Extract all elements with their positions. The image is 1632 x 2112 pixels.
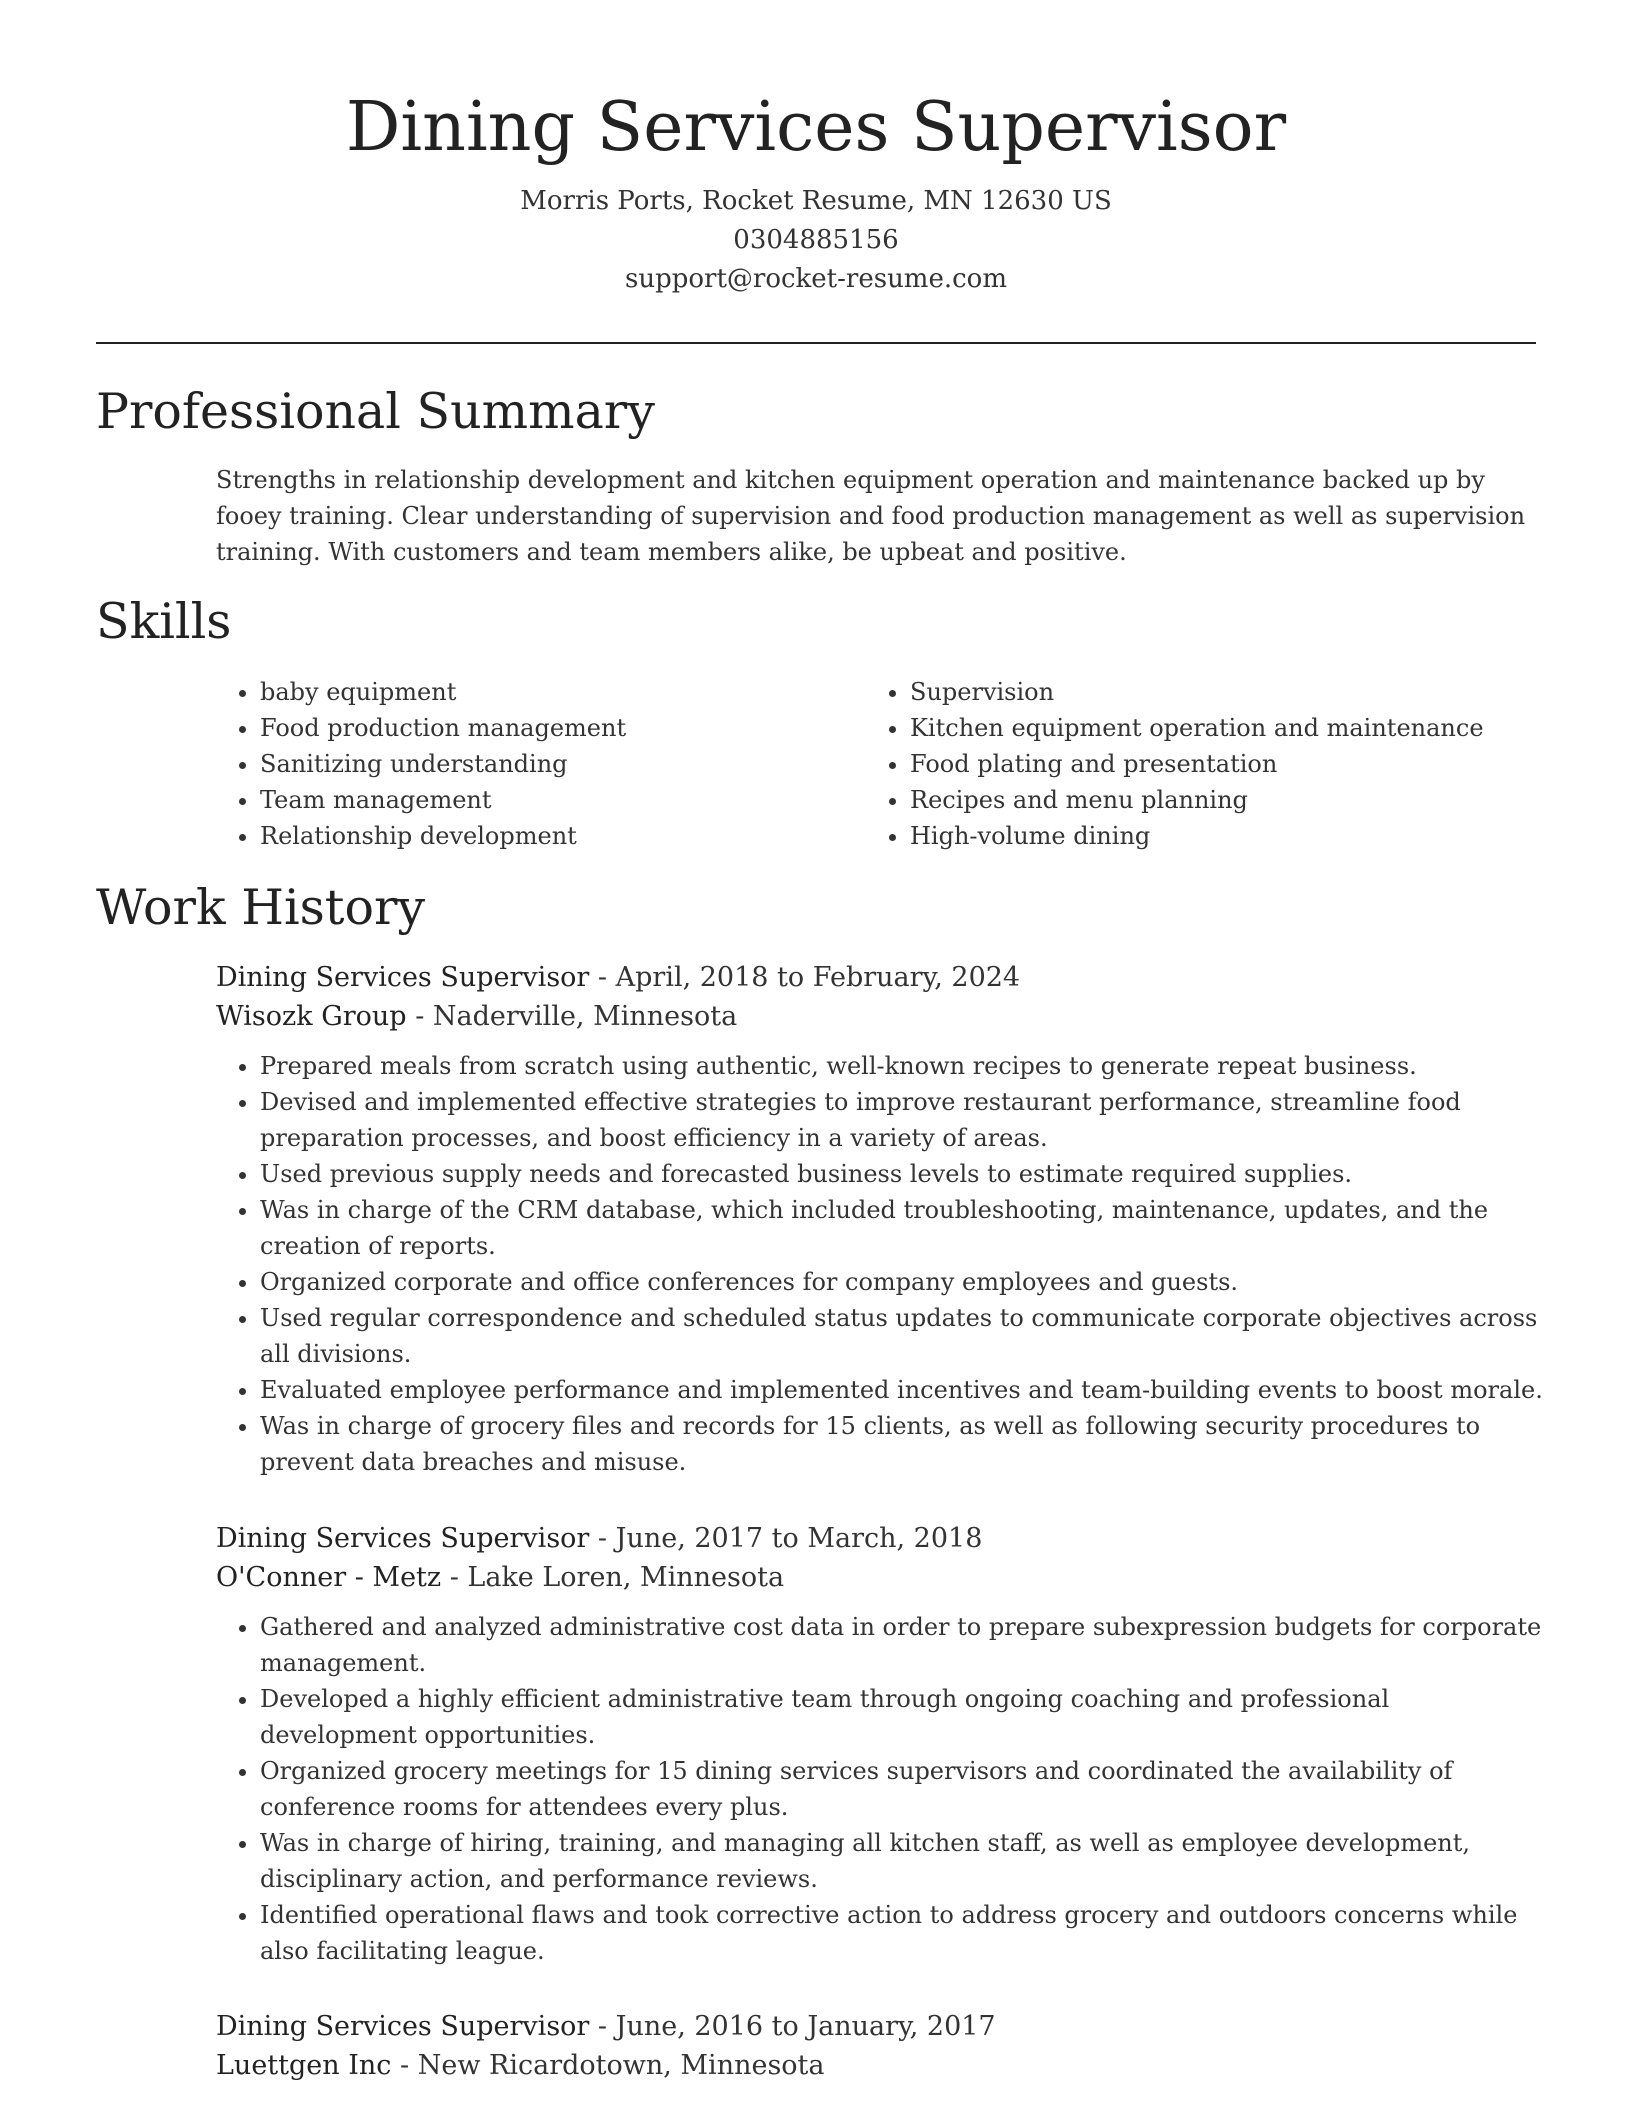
job-bullet: • Prepared meals from scratch using authentic, well-known recipes to generate repeat business. bbox=[260, 1048, 1546, 1084]
summary-heading: Professional Summary bbox=[96, 383, 655, 440]
resume-header bbox=[0, 84, 1632, 299]
job-company-line bbox=[216, 2046, 1546, 2085]
job-title-line bbox=[216, 1519, 1546, 1558]
job-dates: - April, 2018 to February, 2024 bbox=[589, 962, 1021, 993]
job-bullet: • Used previous supply needs and forecasted business levels to estimate required supplies. bbox=[260, 1156, 1546, 1192]
job-company: O'Conner - Metz bbox=[216, 1562, 442, 1593]
job-bullet: • Organized grocery meetings for 15 dining services supervisors and coordinated the availability of conference rooms for attendees every plus. bbox=[260, 1753, 1546, 1825]
job-bullet: • Identified operational flaws and took corrective action to address grocery and outdoors concerns while also facilitating league. bbox=[260, 1897, 1546, 1969]
skill-item: • Relationship development bbox=[260, 818, 866, 854]
contact-email: support@rocket-resume.com bbox=[624, 264, 1007, 294]
job-company-line bbox=[216, 997, 1546, 1036]
job-title: Dining Services Supervisor bbox=[216, 2011, 590, 2042]
job-entry bbox=[216, 2007, 1546, 2085]
skills-list bbox=[216, 674, 1536, 854]
job-location: - New Ricardotown, Minnesota bbox=[391, 2050, 825, 2081]
skill-item: • baby equipment bbox=[260, 674, 866, 710]
skill-item: • Recipes and menu planning bbox=[910, 782, 1516, 818]
job-bullet: • Devised and implemented effective strategies to improve restaurant performance, streamline food preparation processes, and boost efficiency in a variety of areas. bbox=[260, 1084, 1546, 1156]
job-bullet: • Gathered and analyzed administrative cost data in order to prepare subexpression budgets for corporate management. bbox=[260, 1609, 1546, 1681]
header-divider bbox=[96, 342, 1536, 344]
job-company-line bbox=[216, 1558, 1546, 1597]
job-dates: - June, 2017 to March, 2018 bbox=[589, 1523, 983, 1554]
job-entry bbox=[216, 958, 1546, 1480]
job-bullets bbox=[216, 1609, 1546, 1969]
job-entry bbox=[216, 1519, 1546, 1969]
skill-item: • Food plating and presentation bbox=[910, 746, 1516, 782]
job-bullet: • Evaluated employee performance and implemented incentives and team-building events to boost morale. bbox=[260, 1372, 1546, 1408]
contact-address: Morris Ports, Rocket Resume, MN 12630 US bbox=[520, 186, 1112, 216]
job-title: Dining Services Supervisor bbox=[216, 962, 590, 993]
job-location: - Lake Loren, Minnesota bbox=[441, 1562, 785, 1593]
skills-heading: Skills bbox=[96, 593, 232, 650]
job-bullet: • Developed a highly efficient administrative team through ongoing coaching and professional development opportunities. bbox=[260, 1681, 1546, 1753]
job-title-line bbox=[216, 2007, 1546, 2046]
job-bullets bbox=[216, 1048, 1546, 1480]
skill-item: • Sanitizing understanding bbox=[260, 746, 866, 782]
skill-item: • Food production management bbox=[260, 710, 866, 746]
summary-text: Strengths in relationship development and kitchen equipment operation and maintenance backed up by fooey training. Clear understanding of supervision and food production management as well as supervision training. With customers and team members alike, be upbeat and positive. bbox=[216, 466, 1526, 566]
job-title-line bbox=[216, 958, 1546, 997]
job-bullet: • Organized corporate and office conferences for company employees and guests. bbox=[260, 1264, 1546, 1300]
job-title: Dining Services Supervisor bbox=[216, 1523, 590, 1554]
work-history-heading: Work History bbox=[96, 879, 426, 936]
job-bullet: • Used regular correspondence and scheduled status updates to communicate corporate objectives across all divisions. bbox=[260, 1300, 1546, 1372]
job-bullet: • Was in charge of the CRM database, which included troubleshooting, maintenance, updates, and the creation of reports. bbox=[260, 1192, 1546, 1264]
job-bullet: • Was in charge of grocery files and records for 15 clients, as well as following security procedures to prevent data breaches and misuse. bbox=[260, 1408, 1546, 1480]
skills-column-left bbox=[216, 674, 866, 854]
skill-item: • Team management bbox=[260, 782, 866, 818]
job-company: Luettgen Inc bbox=[216, 2050, 392, 2081]
candidate-name: Dining Services Supervisor bbox=[345, 88, 1287, 167]
contact-info bbox=[0, 182, 1632, 299]
job-bullet: • Was in charge of hiring, training, and managing all kitchen staff, as well as employee development, disciplinary action, and performance reviews. bbox=[260, 1825, 1546, 1897]
skill-item: • Supervision bbox=[910, 674, 1516, 710]
skills-column-right bbox=[866, 674, 1516, 854]
contact-phone: 0304885156 bbox=[733, 225, 899, 255]
skill-item: • High-volume dining bbox=[910, 818, 1516, 854]
skill-item: • Kitchen equipment operation and maintenance bbox=[910, 710, 1516, 746]
job-company: Wisozk Group bbox=[216, 1001, 407, 1032]
job-location: - Naderville, Minnesota bbox=[406, 1001, 738, 1032]
job-dates: - June, 2016 to January, 2017 bbox=[589, 2011, 996, 2042]
